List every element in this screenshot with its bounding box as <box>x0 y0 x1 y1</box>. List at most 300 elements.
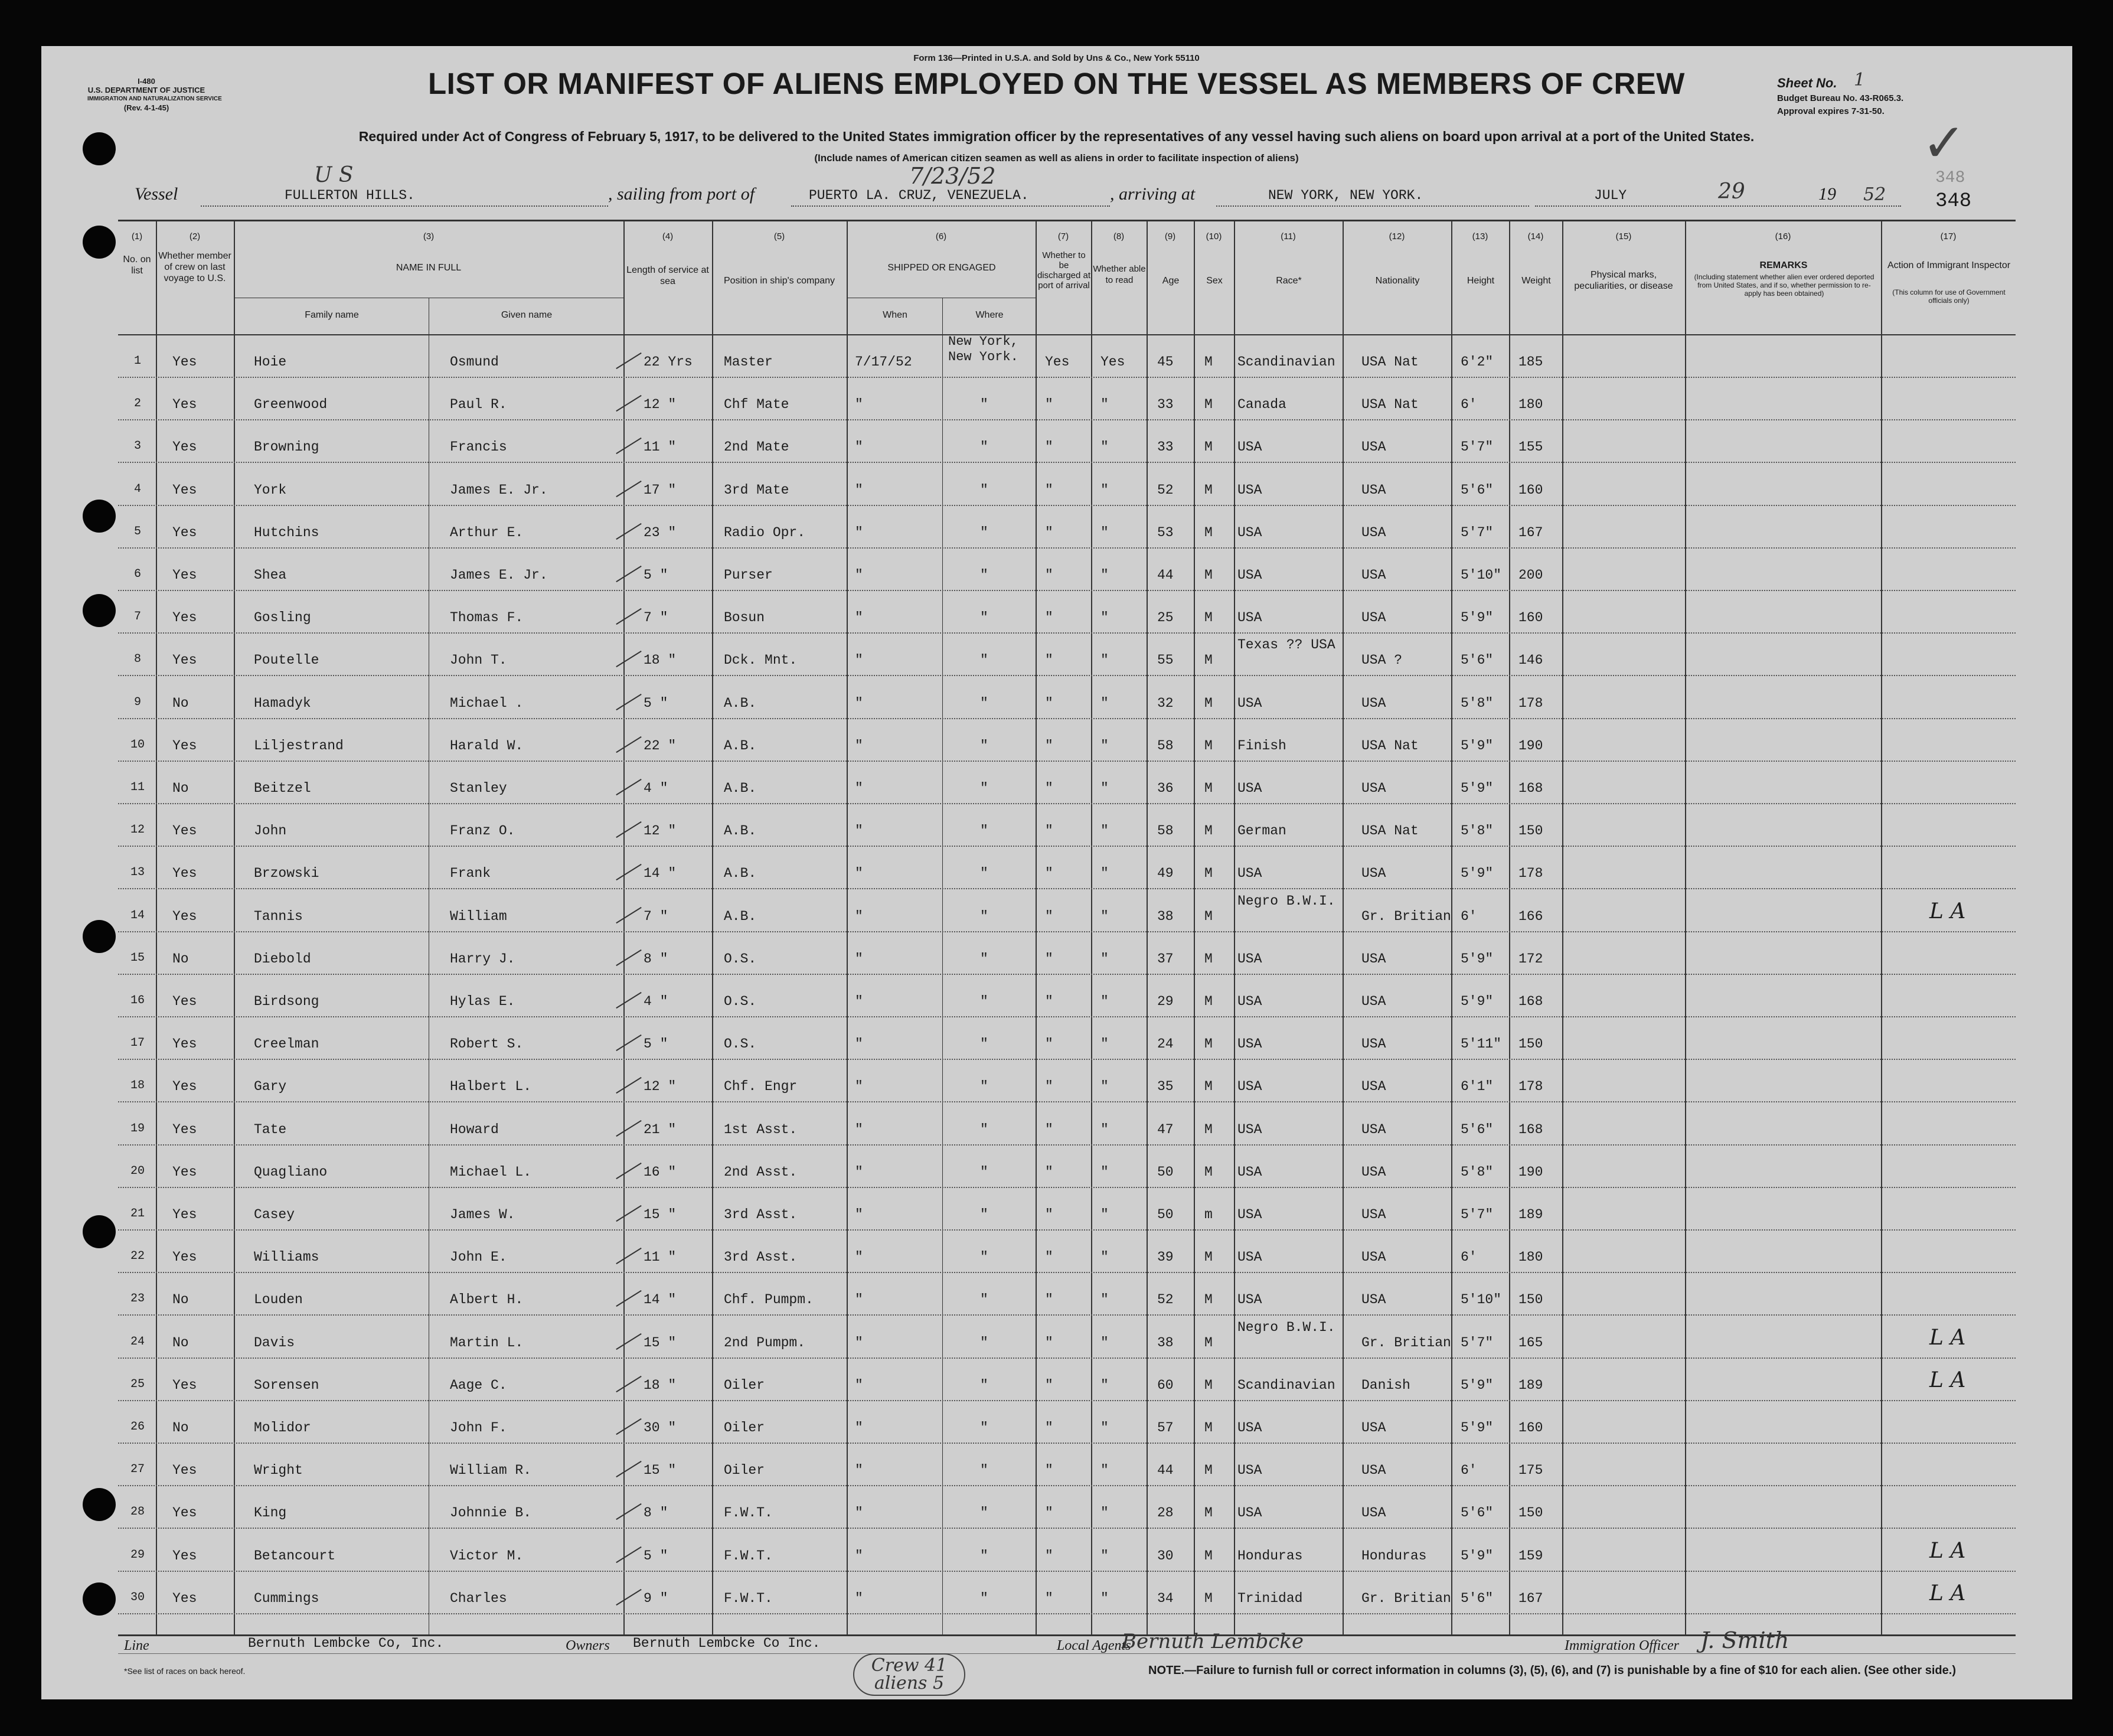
able-to-read: " <box>1100 994 1109 1009</box>
row-separator <box>118 1272 2016 1274</box>
service-length: 16 " <box>644 1164 677 1180</box>
given-name: Francis <box>450 439 507 455</box>
able-to-read: " <box>1100 482 1109 498</box>
age: 50 <box>1157 1207 1174 1222</box>
shipped-when: " <box>855 567 863 583</box>
col-header-discharged: Whether to be discharged at port of arrival <box>1037 250 1091 291</box>
age: 45 <box>1157 354 1174 370</box>
col-header-remarks-note: (Including statement whether alien ever ordered deported from United States, and if so, whether permission to re-apply has been obtained) <box>1694 273 1874 298</box>
nationality: Danish <box>1361 1377 1410 1393</box>
col-header-age: Age <box>1162 276 1180 286</box>
sex: M <box>1204 823 1213 839</box>
height: 6'1" <box>1461 1079 1494 1095</box>
weight: 200 <box>1518 567 1543 583</box>
able-to-read: " <box>1100 397 1109 413</box>
row-number: 1 <box>133 354 141 368</box>
sex: M <box>1204 652 1213 668</box>
prev-voyage: Yes <box>172 1121 197 1137</box>
position: Bosun <box>724 610 765 626</box>
service-length: 8 " <box>644 951 668 967</box>
discharged: " <box>1045 567 1053 583</box>
sex: M <box>1204 1420 1213 1435</box>
given-name: Halbert L. <box>450 1079 532 1095</box>
row-number: 29 <box>130 1548 145 1562</box>
column-number: (11) <box>1281 231 1296 242</box>
race: USA <box>1237 1463 1262 1479</box>
row-number: 13 <box>130 866 145 880</box>
punch-hole <box>83 226 116 259</box>
family-name: Davis <box>254 1334 295 1350</box>
nationality: USA <box>1361 1207 1386 1222</box>
able-to-read: " <box>1100 951 1109 967</box>
able-to-read: " <box>1100 1292 1109 1308</box>
col-header-no: No. on list <box>123 254 151 276</box>
position: Chf Mate <box>724 397 789 413</box>
height: 5'7" <box>1461 1207 1494 1222</box>
race: USA <box>1237 524 1262 540</box>
row-number: 3 <box>133 439 141 453</box>
height: 5'6" <box>1461 1590 1494 1606</box>
height: 5'7" <box>1461 1334 1494 1350</box>
row-number: 4 <box>133 482 141 496</box>
given-name: Howard <box>450 1121 499 1137</box>
race: USA <box>1237 951 1262 967</box>
line-value: Bernuth Lembcke Co, Inc. <box>248 1636 444 1651</box>
discharged: " <box>1045 1377 1053 1393</box>
service-length: 15 " <box>644 1334 677 1350</box>
owners-value: Bernuth Lembcke Co Inc. <box>633 1636 821 1651</box>
height: 5'8" <box>1461 695 1494 711</box>
discharged: " <box>1045 951 1053 967</box>
age: 24 <box>1157 1036 1174 1052</box>
shipped-where: " <box>980 908 988 924</box>
dept-line: IMMIGRATION AND NATURALIZATION SERVICE <box>87 96 222 102</box>
race: Texas ?? USA <box>1237 637 1335 653</box>
col-divider <box>1234 220 1235 1634</box>
age: 58 <box>1157 738 1174 753</box>
column-number: (2) <box>189 231 201 242</box>
given-name: Victor M. <box>450 1548 524 1564</box>
sex: m <box>1204 1207 1213 1222</box>
nationality: USA <box>1361 994 1386 1009</box>
age: 32 <box>1157 695 1174 711</box>
approval-line: Approval expires 7-31-50. <box>1777 106 1885 116</box>
discharged: " <box>1045 738 1053 753</box>
family-name: Williams <box>254 1249 319 1265</box>
row-number: 27 <box>130 1463 145 1477</box>
col-header-where: Where <box>975 310 1004 320</box>
family-name: Shea <box>254 567 287 583</box>
family-name: Wright <box>254 1463 303 1479</box>
shipped-where: " <box>980 1079 988 1095</box>
shipped-when: " <box>855 1036 863 1052</box>
weight: 189 <box>1518 1377 1543 1393</box>
sheet-label: Sheet No. <box>1777 76 1837 90</box>
height: 5'6" <box>1461 1121 1494 1137</box>
sex: M <box>1204 781 1213 796</box>
dept-line: (Rev. 4-1-45) <box>123 103 169 112</box>
inspector-action: L A <box>1929 899 1966 924</box>
height: 5'9" <box>1461 951 1494 967</box>
column-number: (6) <box>935 231 947 242</box>
row-number: 30 <box>130 1590 145 1604</box>
able-to-read: " <box>1100 567 1109 583</box>
position: Chf. Engr <box>724 1079 798 1095</box>
punch-hole <box>83 500 116 533</box>
shipped-when: " <box>855 1505 863 1521</box>
position: Chf. Pumpm. <box>724 1292 814 1308</box>
able-to-read: " <box>1100 1590 1109 1606</box>
service-length: 4 " <box>644 781 668 796</box>
row-separator <box>118 1571 2016 1572</box>
age: 49 <box>1157 866 1174 882</box>
able-to-read: Yes <box>1100 354 1125 370</box>
budget-line: Budget Bureau No. 43-R065.3. <box>1777 93 1904 103</box>
col-divider <box>1147 220 1148 1634</box>
height: 5'6" <box>1461 482 1494 498</box>
row-separator <box>118 462 2016 464</box>
nationality: USA <box>1361 1164 1386 1180</box>
vessel-prefix: U S <box>314 163 354 187</box>
prev-voyage: Yes <box>172 567 197 583</box>
discharged: " <box>1045 1292 1053 1308</box>
race: USA <box>1237 1121 1262 1137</box>
weight: 189 <box>1518 1207 1543 1222</box>
row-number: 25 <box>130 1377 145 1391</box>
age: 44 <box>1157 1463 1174 1479</box>
position: O.S. <box>724 994 757 1009</box>
race: USA <box>1237 1207 1262 1222</box>
shipped-when: " <box>855 397 863 413</box>
col-header-weight: Weight <box>1521 276 1551 286</box>
age: 47 <box>1157 1121 1174 1137</box>
service-length: 5 " <box>644 1548 668 1564</box>
shipped-when: " <box>855 1249 863 1265</box>
sex: M <box>1204 1121 1213 1137</box>
position: Radio Opr. <box>724 524 806 540</box>
able-to-read: " <box>1100 866 1109 882</box>
arrival-day: 29 <box>1718 180 1745 204</box>
col-divider <box>712 220 713 1634</box>
family-name: Tannis <box>254 908 303 924</box>
row-number: 15 <box>130 951 145 965</box>
col-header-given: Given name <box>501 310 553 320</box>
owners-label: Owners <box>566 1638 610 1653</box>
vessel-underline <box>201 205 608 207</box>
column-number: (1) <box>131 231 143 242</box>
weight: 167 <box>1518 524 1543 540</box>
prev-voyage: Yes <box>172 482 197 498</box>
discharged: " <box>1045 1121 1053 1137</box>
race: USA <box>1237 1249 1262 1265</box>
position: Oiler <box>724 1463 765 1479</box>
sex: M <box>1204 482 1213 498</box>
shipped-where: " <box>980 1334 988 1350</box>
age: 29 <box>1157 994 1174 1009</box>
shipped-when: " <box>855 610 863 626</box>
prev-voyage: No <box>172 1334 189 1350</box>
prev-voyage: Yes <box>172 354 197 370</box>
row-separator <box>118 888 2016 890</box>
height: 5'7" <box>1461 439 1494 455</box>
column-number: (4) <box>662 231 674 242</box>
weight: 160 <box>1518 482 1543 498</box>
shipped-where: " <box>980 951 988 967</box>
position: A.B. <box>724 695 757 711</box>
family-name: Hamadyk <box>254 695 311 711</box>
column-number: (7) <box>1057 231 1069 242</box>
service-length: 11 " <box>644 439 677 455</box>
shipped-when: " <box>855 1548 863 1564</box>
sex: M <box>1204 1036 1213 1052</box>
position: Dck. Mnt. <box>724 652 798 668</box>
service-length: 14 " <box>644 866 677 882</box>
nationality: USA <box>1361 1249 1386 1265</box>
shipped-where: " <box>980 781 988 796</box>
column-number: (5) <box>773 231 785 242</box>
family-name: Tate <box>254 1121 287 1137</box>
nationality: USA <box>1361 695 1386 711</box>
prev-voyage: Yes <box>172 1249 197 1265</box>
inspector-action: L A <box>1929 1581 1966 1606</box>
age: 52 <box>1157 1292 1174 1308</box>
document-subtitle: Required under Act of Congress of February 5, 1917, to be delivered to the United States immigration officer by the representatives of any vessel having such aliens on board upon arrival at a port of the United States. <box>358 129 1755 144</box>
nationality: USA <box>1361 524 1386 540</box>
punch-hole <box>83 920 116 953</box>
column-number: (9) <box>1164 231 1176 242</box>
given-name: Osmund <box>450 354 499 370</box>
sex: M <box>1204 738 1213 753</box>
col-divider <box>1091 220 1092 1634</box>
column-number: (15) <box>1615 231 1632 242</box>
given-name: James E. Jr. <box>450 567 548 583</box>
table-header-rule <box>118 334 2016 335</box>
row-separator <box>118 675 2016 677</box>
nationality: USA Nat <box>1361 354 1419 370</box>
race: Negro B.W.I. <box>1237 893 1335 909</box>
shipped-where: " <box>980 1505 988 1521</box>
nationality: USA <box>1361 1292 1386 1308</box>
given-name: William <box>450 908 507 924</box>
race: USA <box>1237 1505 1262 1521</box>
height: 6' <box>1461 1249 1477 1265</box>
weight: 175 <box>1518 1463 1543 1479</box>
service-length: 14 " <box>644 1292 677 1308</box>
shipped-when: " <box>855 652 863 668</box>
given-name: John T. <box>450 652 507 668</box>
shipped-when: " <box>855 823 863 839</box>
family-name: Quagliano <box>254 1164 328 1180</box>
row-separator <box>118 761 2016 762</box>
col-header-physical: Physical marks, peculiarities, or disease <box>1574 270 1673 291</box>
prev-voyage: Yes <box>172 397 197 413</box>
age: 60 <box>1157 1377 1174 1393</box>
weight: 155 <box>1518 439 1543 455</box>
col-header-service: Length of service at sea <box>626 265 709 286</box>
weight: 160 <box>1518 1420 1543 1435</box>
row-number: 14 <box>130 908 145 922</box>
family-name: Liljestrand <box>254 738 344 753</box>
prev-voyage: Yes <box>172 908 197 924</box>
prev-voyage: Yes <box>172 1463 197 1479</box>
family-name: King <box>254 1505 287 1521</box>
sex: M <box>1204 994 1213 1009</box>
discharged: " <box>1045 610 1053 626</box>
family-name: Browning <box>254 439 319 455</box>
service-length: 9 " <box>644 1590 668 1606</box>
col-header-height: Height <box>1467 276 1495 286</box>
col-header-sex: Sex <box>1206 276 1223 286</box>
penalty-note: NOTE.—Failure to furnish full or correct information in columns (3), (5), (6), and (7) is punishable by a fine of $10 for each alien. (See other side.) <box>1148 1664 1956 1677</box>
row-separator <box>118 377 2016 378</box>
check-mark-icon: ✓ <box>1922 112 1967 174</box>
row-number: 17 <box>130 1036 145 1050</box>
discharged: " <box>1045 781 1053 796</box>
weight: 180 <box>1518 1249 1543 1265</box>
shipped-where: " <box>980 1292 988 1308</box>
shipped-where: " <box>980 610 988 626</box>
race: USA <box>1237 1420 1262 1435</box>
discharged: " <box>1045 695 1053 711</box>
age: 38 <box>1157 908 1174 924</box>
row-number: 5 <box>133 524 141 539</box>
family-name: Gosling <box>254 610 311 626</box>
nationality: Gr. Britian <box>1361 908 1451 924</box>
row-number: 10 <box>130 738 145 752</box>
shipped-where: " <box>980 482 988 498</box>
family-name: Cummings <box>254 1590 319 1606</box>
nationality: USA <box>1361 439 1386 455</box>
position: Oiler <box>724 1420 765 1435</box>
weight: 150 <box>1518 1505 1543 1521</box>
sex: M <box>1204 866 1213 882</box>
arriving-label: , arriving at <box>1110 184 1196 204</box>
col-divider <box>1451 220 1452 1634</box>
height: 5'9" <box>1461 781 1494 796</box>
row-number: 21 <box>130 1207 145 1221</box>
race: German <box>1237 823 1286 839</box>
discharged: " <box>1045 1249 1053 1265</box>
family-name: Diebold <box>254 951 311 967</box>
row-separator <box>118 1528 2016 1529</box>
discharged: " <box>1045 1079 1053 1095</box>
age: 37 <box>1157 951 1174 967</box>
column-number: (12) <box>1389 231 1405 242</box>
row-separator <box>118 1314 2016 1316</box>
inspector-action: L A <box>1929 1325 1966 1350</box>
discharged: " <box>1045 1463 1053 1479</box>
col-header-family: Family name <box>305 310 359 320</box>
row-separator <box>118 590 2016 592</box>
service-length: 22 " <box>644 738 677 753</box>
given-name: Michael L. <box>450 1164 532 1180</box>
discharged: " <box>1045 524 1053 540</box>
weight: 159 <box>1518 1548 1543 1564</box>
discharged: " <box>1045 1548 1053 1564</box>
race: USA <box>1237 439 1262 455</box>
prev-voyage: Yes <box>172 823 197 839</box>
column-number: (16) <box>1775 231 1791 242</box>
race: USA <box>1237 567 1262 583</box>
prev-voyage: Yes <box>172 1079 197 1095</box>
family-name: Gary <box>254 1079 287 1095</box>
document-subnote: (Include names of American citizen seamen as well as aliens in order to facilitate inspection of aliens) <box>814 152 1299 164</box>
position: 3rd Asst. <box>724 1249 798 1265</box>
height: 5'10" <box>1461 567 1502 583</box>
discharged: " <box>1045 1505 1053 1521</box>
service-length: 17 " <box>644 482 677 498</box>
col-header-action: Action of Immigrant Inspector <box>1887 260 2011 270</box>
row-number: 12 <box>130 823 145 837</box>
sex: M <box>1204 1548 1213 1564</box>
shipped-when: " <box>855 1334 863 1350</box>
shipped-when: " <box>855 781 863 796</box>
height: 5'8" <box>1461 823 1494 839</box>
weight: 168 <box>1518 781 1543 796</box>
service-length: 18 " <box>644 652 677 668</box>
nationality: USA <box>1361 951 1386 967</box>
height: 5'7" <box>1461 524 1494 540</box>
col-divider <box>942 298 943 1634</box>
age: 28 <box>1157 1505 1174 1521</box>
sheet-number: 1 <box>1854 70 1866 90</box>
nationality: USA <box>1361 1420 1386 1435</box>
sex: M <box>1204 951 1213 967</box>
nationality: USA <box>1361 567 1386 583</box>
nationality: USA <box>1361 482 1386 498</box>
shipped-when: " <box>855 1292 863 1308</box>
col-header-name: NAME IN FULL <box>396 263 462 273</box>
shipped-where: " <box>980 823 988 839</box>
discharged: " <box>1045 994 1053 1009</box>
given-name: John F. <box>450 1420 507 1435</box>
sex: M <box>1204 1334 1213 1350</box>
nationality: USA <box>1361 1079 1386 1095</box>
height: 5'6" <box>1461 652 1494 668</box>
given-name: Thomas F. <box>450 610 524 626</box>
family-name: Beitzel <box>254 781 311 796</box>
family-name: Sorensen <box>254 1377 319 1393</box>
family-name: Greenwood <box>254 397 328 413</box>
position: Purser <box>724 567 773 583</box>
service-length: 23 " <box>644 524 677 540</box>
row-separator <box>118 1613 2016 1615</box>
given-name: Charles <box>450 1590 507 1606</box>
family-name: Birdsong <box>254 994 319 1009</box>
discharged: " <box>1045 652 1053 668</box>
prev-voyage: Yes <box>172 866 197 882</box>
shipped-where: " <box>980 1590 988 1606</box>
weight: 165 <box>1518 1334 1543 1350</box>
sex: M <box>1204 567 1213 583</box>
given-name: Harry J. <box>450 951 515 967</box>
row-separator <box>118 846 2016 847</box>
age: 38 <box>1157 1334 1174 1350</box>
family-name: John <box>254 823 287 839</box>
height: 5'9" <box>1461 610 1494 626</box>
height: 6'2" <box>1461 354 1494 370</box>
prev-voyage: No <box>172 781 189 796</box>
able-to-read: " <box>1100 1420 1109 1435</box>
position: A.B. <box>724 908 757 924</box>
sex: M <box>1204 439 1213 455</box>
shipped-where: " <box>980 1249 988 1265</box>
family-name: Poutelle <box>254 652 319 668</box>
row-number: 20 <box>130 1164 145 1178</box>
row-separator <box>118 632 2016 634</box>
discharged: " <box>1045 866 1053 882</box>
given-name: Hylas E. <box>450 994 515 1009</box>
